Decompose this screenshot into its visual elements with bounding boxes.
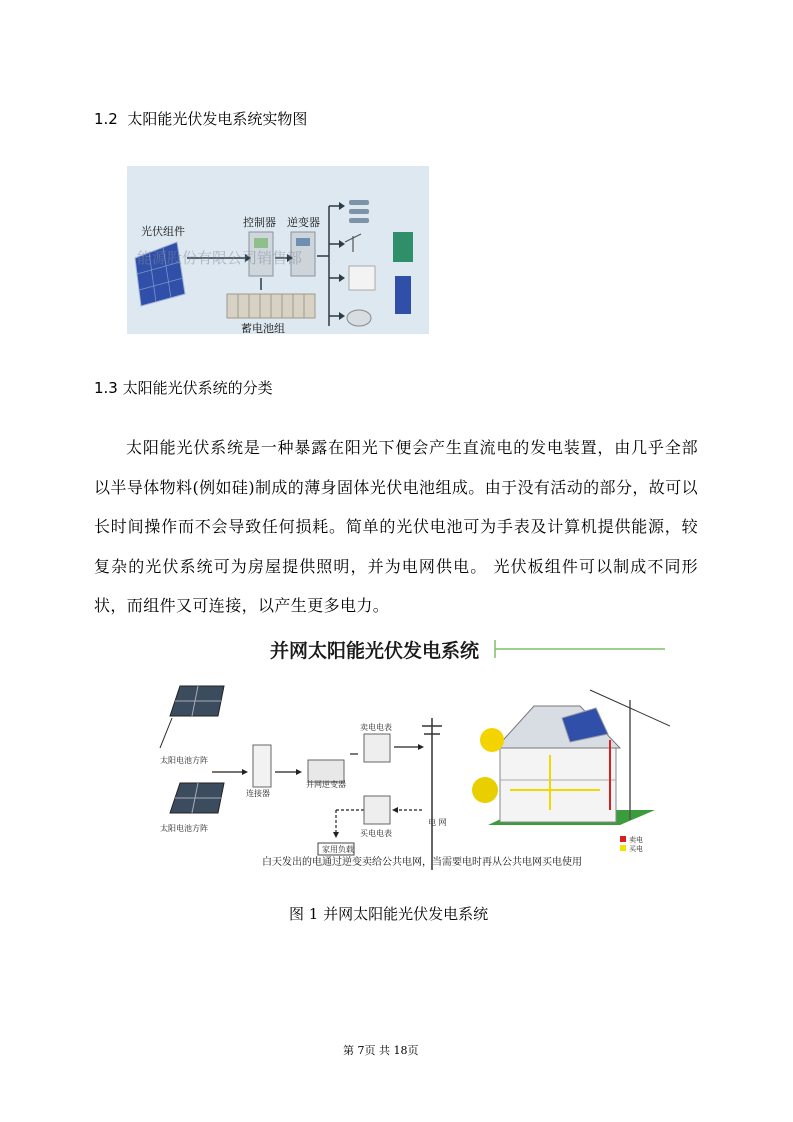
sell-meter-label: 卖电电表 bbox=[360, 723, 392, 732]
legend-sell-label: 卖电 bbox=[629, 836, 643, 844]
body-paragraph: 太阳能光伏系统是一种暴露在阳光下便会产生直流电的发电装置，由几乎全部以半导体物料(例如硅)制成的薄身固体光伏电池组成。由于没有活动的部分，故可以长时间操作而不会导致任何损耗。简单的光伏电池可为手表及计算机提供能源，较复杂的光伏系统可为房屋提供照明，并为电网供电。 光伏板组件可以制成不同形状，而组件又可连接，以产生更多电力。 bbox=[94, 438, 698, 615]
legend-buy-label: 买电 bbox=[629, 845, 643, 853]
house-illustration bbox=[472, 690, 670, 825]
household-load-label: 家用负载 bbox=[322, 845, 354, 854]
grid-label: 电 网 bbox=[428, 818, 447, 827]
pv-system-photo-figure bbox=[127, 166, 429, 334]
legend-buy-swatch bbox=[620, 845, 626, 851]
solar-array-icon bbox=[160, 686, 224, 748]
section-number: 1.2 bbox=[94, 110, 118, 128]
grid-pole-icon bbox=[422, 718, 442, 870]
section-title: 太阳能光伏发电系统实物图 bbox=[127, 110, 308, 128]
combiner-label: 连接器 bbox=[246, 789, 270, 798]
figure-caption: 图 1 并网太阳能光伏发电系统 bbox=[289, 905, 489, 923]
appliance-green-icon bbox=[393, 232, 413, 262]
section-1-2-heading bbox=[94, 108, 307, 129]
diagram-banner-title: 并网太阳能光伏发电系统 bbox=[270, 640, 480, 662]
sell-meter-icon bbox=[364, 734, 390, 762]
label-inverter: 逆变器 bbox=[287, 216, 320, 229]
inverter-icon bbox=[308, 760, 344, 782]
section-number: 1.3 bbox=[94, 379, 118, 397]
watermark-text: 能源股份有限公司销售部 bbox=[137, 249, 303, 267]
legend-sell-swatch bbox=[620, 836, 626, 842]
refrigerator-icon bbox=[349, 266, 375, 290]
small-solar-panel-icon bbox=[395, 276, 411, 314]
label-pv-module: 光伏组件 bbox=[141, 225, 185, 238]
diagram-note: 白天发出的电通过逆变卖给公共电网，当需要电时再从公共电网买电使用 bbox=[262, 857, 582, 868]
grid-tied-pv-diagram bbox=[150, 630, 670, 886]
section-title: 太阳能光伏系统的分类 bbox=[122, 379, 273, 397]
page-footer: 第 7页 共 18页 bbox=[343, 1044, 419, 1057]
label-controller: 控制器 bbox=[243, 216, 276, 229]
array-label-1: 太阳电池方阵 bbox=[160, 756, 208, 765]
battery-bank-image bbox=[227, 294, 315, 318]
section-1-3-heading bbox=[94, 377, 273, 398]
buy-meter-icon bbox=[364, 796, 390, 824]
lamps-icon bbox=[349, 200, 369, 223]
label-battery: 蓄电池组 bbox=[241, 322, 285, 334]
combiner-icon bbox=[253, 745, 271, 787]
array-label-2: 太阳电池方阵 bbox=[160, 824, 208, 833]
satellite-dish-icon bbox=[347, 310, 371, 326]
inverter-label: 并网逆变器 bbox=[306, 780, 346, 789]
buy-meter-label: 买电电表 bbox=[360, 829, 392, 838]
solar-array-icon bbox=[170, 783, 224, 813]
